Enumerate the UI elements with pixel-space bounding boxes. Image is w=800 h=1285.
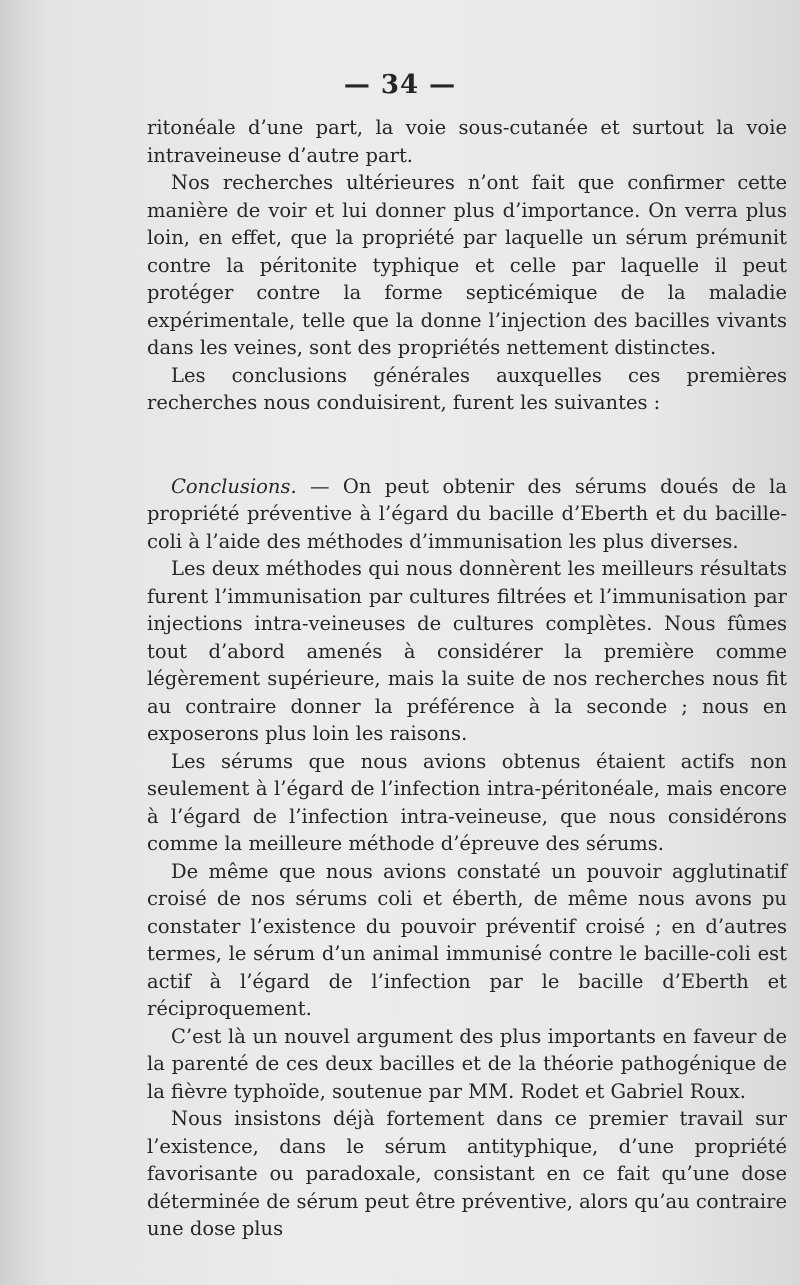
body-text — [147, 114, 787, 1243]
section-gap — [147, 417, 787, 473]
conclusions-heading: Conclusions. — [171, 474, 297, 498]
paragraph: Nos recherches ultérieures n’ont fait que confirmer cette manière de voir et lui donner plus d’importance. On verra plus loin, en effet, que la propriété par laquelle un sérum prémunit contre la péritonite typhique et celle par laquelle il peut protéger contre la forme septicémique de la maladie expérimentale, telle que la donne l’injection des bacilles vivants dans les veines, sont des propriétés nettement distinctes. — [147, 171, 787, 359]
paragraph: ritonéale d’une part, la voie sous-cutanée et surtout la voie intraveineuse d’autre part. — [147, 116, 787, 167]
paragraph: Les conclusions générales auxquelles ces premières recherches nous conduisirent, furent les suivantes : — [147, 363, 787, 414]
paragraph: De même que nous avions constaté un pouvoir agglutinatif croisé de nos sérums coli et éberth, de même nous avons pu constater l’existence du pouvoir préventif croisé ; en d’autres termes, le sérum d’un animal immunisé contre le bacille-coli est actif à l’égard de l’infection par le bacille d’Eberth et réciproquement. — [147, 859, 787, 1020]
page-number: — 34 — — [343, 70, 457, 100]
conclusions-text: — On peut obtenir des sérums doués de la propriété préventive à l’égard du bacille d’Eberth et du bacille-coli à l’aide des méthodes d’immunisation les plus diverses. — [147, 474, 787, 553]
paragraph: Nous insistons déjà fortement dans ce premier travail sur l’existence, dans le sérum antityphique, d’une propriété favorisante ou paradoxale, consistant en ce fait qu’une dose déterminée de sérum peut être préventive, alors qu’au contraire une dose plus — [147, 1107, 788, 1240]
paragraph: C’est là un nouvel argument des plus importants en faveur de la parenté de ces deux bacilles et de la théorie pathogénique de la fièvre typhoïde, soutenue par MM. Rodet et Gabriel Roux. — [147, 1024, 787, 1103]
paragraph: Les sérums que nous avions obtenus étaient actifs non seulement à l’égard de l’infection intra-péritonéale, mais encore à l’égard de l’infection intra-veineuse, que nous considérons comme la meilleure méthode d’épreuve des sérums. — [147, 749, 787, 855]
conclusions-paragraph — [147, 473, 787, 556]
paragraph: Les deux méthodes qui nous donnèrent les meilleurs résultats furent l’immunisation par cultures filtrées et l’immunisation par injections intra-veineuses de cultures complètes. Nous fûmes tout d’abord amenés à considérer la première comme légèrement supérieure, mais la suite de nos recherches nous fit au contraire donner la préférence à la seconde ; nous en exposerons plus loin les raisons. — [147, 557, 787, 745]
